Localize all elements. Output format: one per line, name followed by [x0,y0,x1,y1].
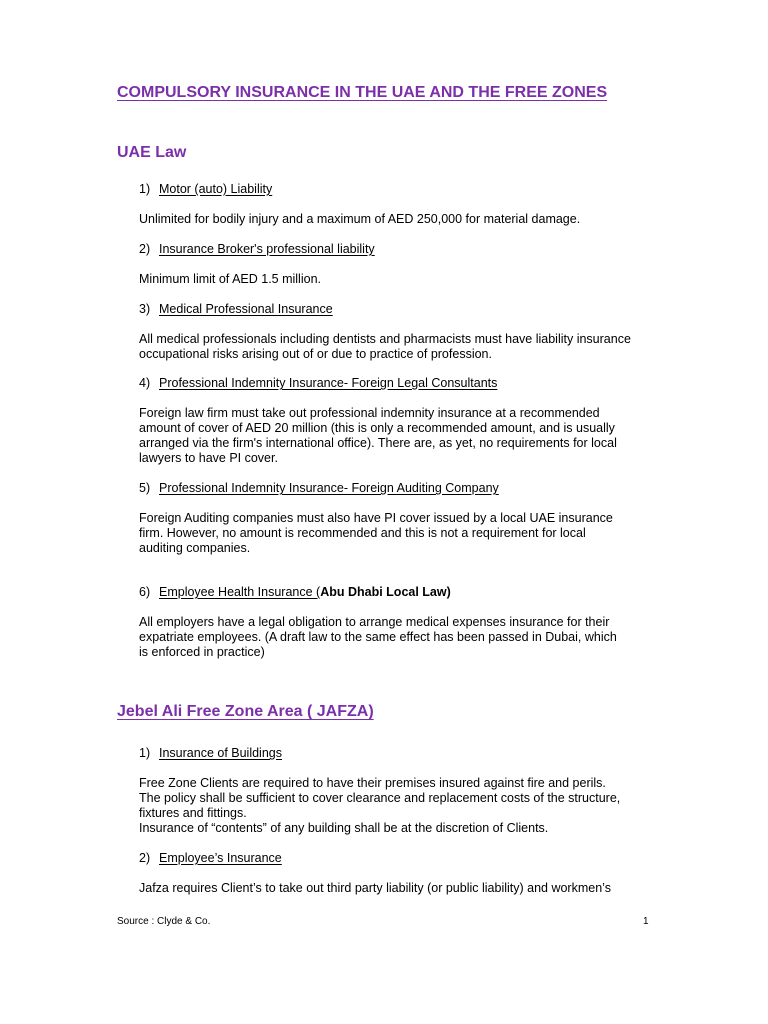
paragraph [139,272,659,287]
item-number: 2) [139,242,151,256]
page-number: 1 [643,916,649,927]
section-heading-jafza: Jebel Ali Free Zone Area ( JAFZA) [117,703,374,720]
list-item [139,851,282,866]
item-number: 2) [139,851,151,865]
item-label: Medical Professional Insurance [159,302,333,316]
item-label: Professional Indemnity Insurance- Foreign Auditing Company [159,481,499,495]
item-number: 3) [139,302,151,316]
list-item [139,481,499,496]
item-number: 6) [139,585,151,599]
item-label: Professional Indemnity Insurance- Foreign Legal Consultants [159,376,498,390]
paragraph [139,615,659,660]
list-item [139,376,497,391]
item-label: Insurance of Buildings [159,746,282,760]
paragraph [139,332,659,362]
paragraph-line: firm. However, no amount is recommended and this is not a requirement for local [139,526,586,540]
paragraph-line: lawyers to have PI cover. [139,451,278,465]
paragraph-line: Foreign law firm must take out professional indemnity insurance at a recommended [139,406,600,420]
paragraph [139,511,659,556]
list-item [139,746,282,761]
paragraph [139,212,659,227]
paragraph [139,881,659,896]
item-number: 4) [139,376,151,390]
paragraph-line: Foreign Auditing companies must also have PI cover issued by a local UAE insurance [139,511,613,525]
item-label: Motor (auto) Liability [159,182,273,196]
item-label-bold: Abu Dhabi Local Law) [320,585,451,599]
item-label: Employee Health Insurance ( [159,585,321,599]
paragraph-line: Unlimited for bodily injury and a maximum of AED 250,000 for material damage. [139,212,581,226]
list-item [139,585,451,600]
paragraph-line: The policy shall be sufficient to cover clearance and replacement costs of the structure, [139,791,621,805]
item-label: Insurance Broker's professional liability [159,242,375,256]
paragraph-line: All medical professionals including dentists and pharmacists must have liability insurance [139,332,631,346]
paragraph-line: Minimum limit of AED 1.5 million. [139,272,321,286]
list-item [139,242,375,257]
paragraph-line: Free Zone Clients are required to have their premises insured against fire and perils. [139,776,606,790]
paragraph [139,776,659,836]
paragraph-line: amount of cover of AED 20 million (this is only a recommended amount, and is usually [139,421,615,435]
paragraph-line: Insurance of “contents” of any building shall be at the discretion of Clients. [139,821,549,835]
item-number: 1) [139,746,151,760]
list-item [139,302,333,317]
paragraph-line: arranged via the firm's international office). There are, as yet, no requirements for local [139,436,617,450]
paragraph-line: expatriate employees. (A draft law to the same effect has been passed in Dubai, which [139,630,617,644]
section-heading-uae-law: UAE Law [117,144,187,161]
paragraph-line: All employers have a legal obligation to arrange medical expenses insurance for their [139,615,610,629]
paragraph-line: is enforced in practice) [139,645,265,659]
list-item [139,182,272,197]
paragraph-line: Jafza requires Client’s to take out third party liability (or public liability) and workmen’s [139,881,611,895]
paragraph-line: auditing companies. [139,541,251,555]
paragraph [139,406,659,466]
paragraph-line: occupational risks arising out of or due to practice of profession. [139,347,492,361]
document-title: COMPULSORY INSURANCE IN THE UAE AND THE FREE ZONES [117,84,608,101]
footer-source: Source : Clyde & Co. [117,916,211,927]
item-number: 5) [139,481,151,495]
paragraph-line: fixtures and fittings. [139,806,247,820]
item-label: Employee’s Insurance [159,851,282,865]
item-number: 1) [139,182,151,196]
